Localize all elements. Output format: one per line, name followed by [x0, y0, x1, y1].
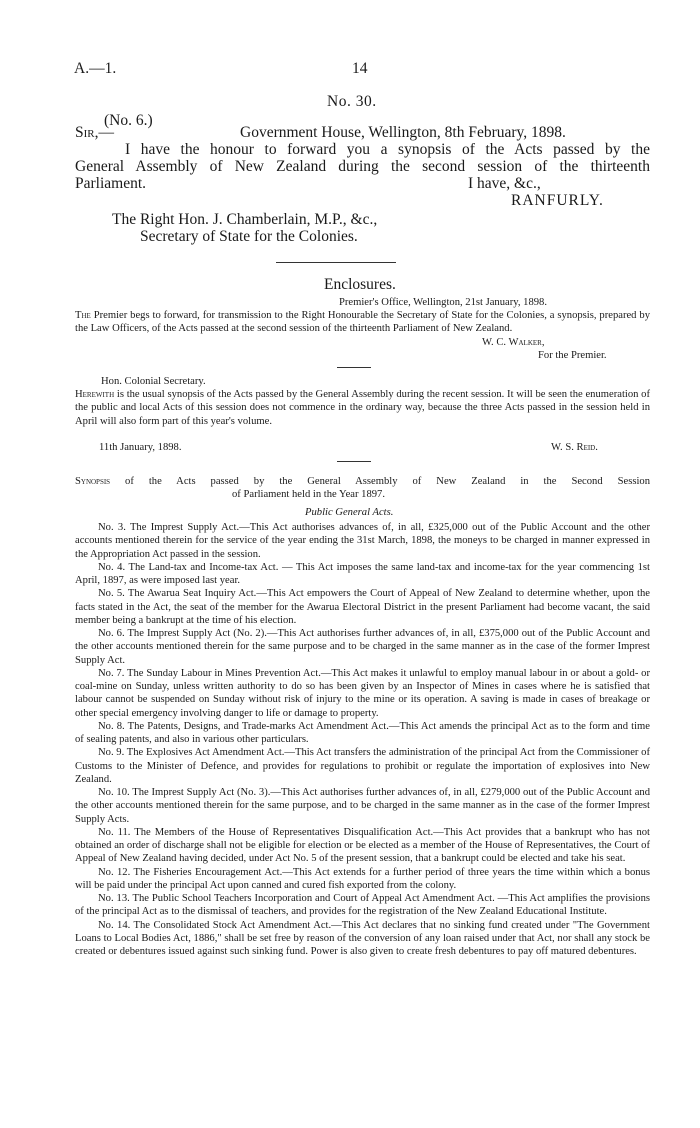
page-number: 14 — [352, 60, 368, 77]
divider — [276, 262, 396, 263]
act-item: No. 7. The Sunday Labour in Mines Prevention Act.—This Act makes it unlawful to employ manual labour in or about a gold- or coal-mine on Sunday, unless written authority to do so has been given by an Inspector of Mines in cases where he is satisfied that labour cannot be suspended on Sunday without risk of injury to the mine or its operation. A saving is made in cases of breakage or other special emergency involving danger to life or damage to property. — [75, 667, 650, 719]
place-date: Government House, Wellington, 8th February, 1898. — [240, 124, 566, 141]
section-code: A.—1. — [74, 60, 117, 77]
premier-letter-lead: The — [75, 310, 91, 321]
salutation: Sir,— — [75, 124, 114, 141]
divider — [337, 461, 371, 462]
synopsis-title-text: of the Acts passed by the General Assembly of New Zealand in the Second Session — [110, 476, 650, 487]
despatch-number: No. 30. — [327, 93, 377, 110]
act-item: No. 3. The Imprest Supply Act.—This Act authorises advances of, in all, £325,000 out of the Public Account and the other accounts mentioned therein for the service of the year ending the 31st March, 1898, the moneys to be charged in manner expressed in the Appropriation Act passed in the session. — [75, 522, 650, 560]
memo-date: 11th January, 1898. — [99, 442, 182, 453]
memo — [75, 388, 650, 428]
premier-signature-role: For the Premier. — [538, 350, 607, 361]
despatch-body-line1: I have the honour to forward you a synopsis of the Acts passed by the — [125, 141, 650, 158]
act-item: No. 4. The Land-tax and Income-tax Act. — This Act imposes the same land-tax and income-tax for the year commencing 1st April, 1897, as were imposed last year. — [75, 561, 650, 586]
act-item: No. 9. The Explosives Act Amendment Act.—This Act transfers the administration of the principal Act from the Commissioner of Customs to the Minister of Defence, and provides for regulations to prohibit or regulate the importation of explosives into New Zealand. — [75, 747, 650, 785]
closing: I have, &c., — [468, 175, 541, 192]
despatch-body-line2: General Assembly of New Zealand during the second session of the thirteenth — [75, 158, 650, 175]
premier-letter — [75, 309, 650, 336]
acts-list — [75, 521, 650, 958]
synopsis-subheading: Public General Acts. — [305, 507, 394, 518]
act-item: No. 12. The Fisheries Encouragement Act.—This Act extends for a further period of three years the time within which a bonus will be paid under the principal Act upon canned and cured fish exported from the colony. — [75, 866, 650, 891]
memo-text: is the usual synopsis of the Acts passed by the General Assembly during the recent session. It will be seen the enumeration of the public and local Acts of this session does not commence in the ordinary way, because the three Acts passed in the session held in April will also form part of this year's volume. — [75, 389, 650, 427]
act-item: No. 14. The Consolidated Stock Act Amendment Act.—This Act declares that no sinking fund created under "The Government Loans to Local Bodies Act, 1886," shall be set free by reason of the conversion of any loan raised under that Act, nor shall any stock be created or debentures issued against such sinking fund. Power is also given to create fresh debentures to pay off matured debentures. — [75, 919, 650, 957]
addressee-line2: Secretary of State for the Colonies. — [140, 228, 358, 245]
synopsis-title-lead: Synopsis — [75, 476, 111, 487]
despatch-sub-number: (No. 6.) — [104, 112, 153, 129]
act-item: No. 5. The Awarua Seat Inquiry Act.—This Act empowers the Court of Appeal of New Zealand to determine whether, upon the facts stated in the Act, the seat of the member for the Awarua Electoral District in the present Parliament had become vacant, the said member being a bankrupt at the time of his election. — [75, 588, 650, 626]
memo-signature: W. S. Reid. — [551, 442, 598, 453]
premier-place-date: Premier's Office, Wellington, 21st January, 1898. — [339, 297, 547, 308]
divider — [337, 367, 371, 368]
act-item: No. 8. The Patents, Designs, and Trade-marks Act Amendment Act.—This Act amends the principal Act as to the form and time of sealing patents, and also in various other particulars. — [75, 720, 650, 745]
addressee-line1: The Right Hon. J. Chamberlain, M.P., &c., — [112, 211, 378, 228]
despatch-body-line3: Parliament. — [75, 175, 147, 192]
premier-letter-text: Premier begs to forward, for transmission to the Right Honourable the Secretary of State for the Colonies, a synopsis, prepared by the Law Officers, of the Acts passed at the second session of the thirteenth Parliament of New Zealand. — [75, 310, 650, 335]
act-item: No. 11. The Members of the House of Representatives Disqualification Act.—This Act provides that a bankrupt who has not obtained an order of discharge shall not be eligible for election or be elected as a member of the House of Representatives, the Court of Appeal of New Zealand having decided, under Act No. 5 of the present session, that a bankrupt could be elected and take his seat. — [75, 826, 650, 865]
act-item: No. 6. The Imprest Supply Act (No. 2).—This Act authorises further advances of, in all, £375,000 out of the Public Account and the other accounts mentioned therein for the same purpose and to be charged in the same manner as in the case of the former Imprest Supply Act. — [75, 628, 650, 666]
premier-signature: W. C. Walker, — [482, 337, 545, 348]
memo-addressee: Hon. Colonial Secretary. — [101, 376, 206, 387]
enclosures-heading: Enclosures. — [324, 276, 396, 293]
memo-lead: Herewith — [75, 389, 115, 400]
act-item: No. 10. The Imprest Supply Act (No. 3).—This Act authorises further advances of, in all, £279,000 out of the Public Account and the other accounts mentioned therein for the same purpose, and to be charged in the same manner as in the case of the former Imprest Supply Acts. — [75, 787, 650, 825]
act-item: No. 13. The Public School Teachers Incorporation and Court of Appeal Act Amendment Act. —This Act amplifies the provisions of the principal Act as to the dismissal of teachers, and provides for the registration of the New Zealand Educational Institute. — [75, 893, 650, 918]
synopsis-title-line1 — [75, 475, 650, 488]
synopsis-title-line2: of Parliament held in the Year 1897. — [232, 489, 385, 500]
signature: RANFURLY. — [511, 192, 604, 209]
